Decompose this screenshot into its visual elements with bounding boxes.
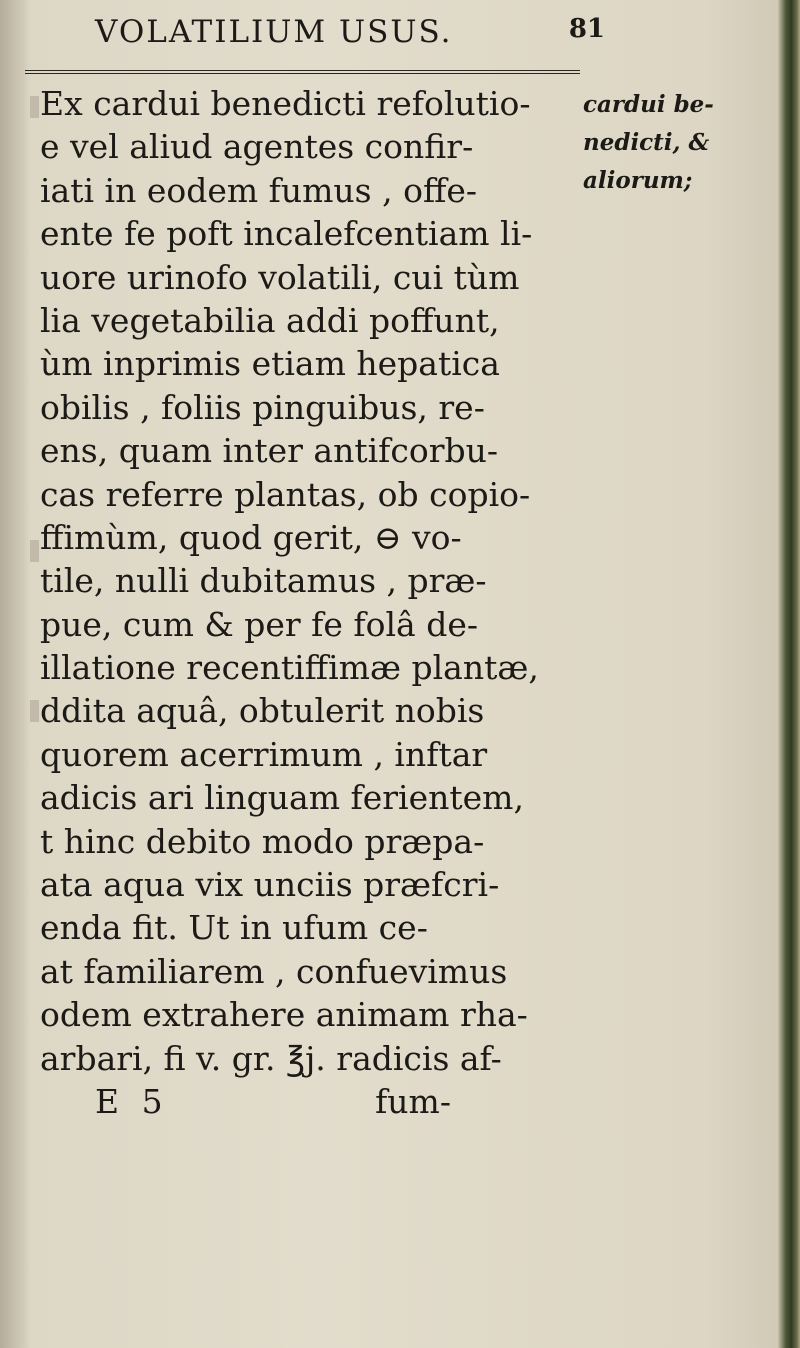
book-spine-edge: [778, 0, 800, 1348]
text-line: quorem acerrimum , inftar: [40, 734, 488, 774]
catchword: fum-: [375, 1081, 451, 1121]
text-line: illatione recentiffimæ plantæ,: [40, 648, 539, 688]
margin-note: nedicti, &: [583, 129, 710, 156]
ink-bleed-mark: [30, 96, 39, 118]
text-line: ens, quam inter antifcorbu-: [40, 431, 499, 471]
text-line: at familiarem , confuevimus: [40, 951, 508, 991]
text-line: enda fit. Ut in ufum ce-: [40, 908, 428, 948]
left-page-edge: [0, 0, 30, 1348]
header-rule: [25, 70, 580, 74]
text-line: odem extrahere animam rha-: [40, 995, 528, 1035]
text-line: ddita aquâ, obtulerit nobis: [40, 691, 485, 731]
text-line: cas referre plantas, ob copio-: [40, 474, 531, 514]
running-title: VOLATILIUM USUS.: [95, 14, 453, 50]
text-line: obilis , foliis pinguibus, re-: [40, 387, 485, 427]
page-number: 81: [568, 14, 605, 44]
margin-notes: [583, 86, 783, 200]
page-header: [95, 14, 605, 54]
margin-note: aliorum;: [583, 167, 693, 194]
text-line: ffimùm, quod gerit, ⊖ vo-: [40, 517, 462, 557]
text-line: ùm inprimis etiam hepatica: [40, 344, 500, 384]
signature-mark: E 5: [95, 1081, 163, 1121]
footer-line: [40, 1080, 600, 1123]
margin-note: cardui be-: [583, 91, 714, 118]
text-line: adicis ari linguam ferientem,: [40, 778, 524, 818]
text-line: pue, cum & per fe folâ de-: [40, 604, 479, 644]
text-line: arbari, fi v. gr. ℥j. radicis af-: [40, 1038, 502, 1078]
text-line: lia vegetabilia addi poffunt,: [40, 300, 500, 340]
text-line: ente fe poft incalefcentiam li-: [40, 214, 533, 254]
text-line: ata aqua vix unciis præfcri-: [40, 865, 500, 905]
text-line: tile, nulli dubitamus , præ-: [40, 561, 487, 601]
ink-bleed-mark: [30, 700, 39, 722]
text-line: Ex cardui benedicti refolutio-: [40, 84, 531, 123]
ink-bleed-mark: [30, 540, 39, 562]
text-line: t hinc debito modo præpa-: [40, 821, 485, 861]
body-text: [40, 82, 600, 1123]
text-line: uore urinofo volatili, cui tùm: [40, 257, 520, 297]
text-line: iati in eodem fumus , offe-: [40, 170, 478, 210]
text-line: e vel aliud agentes confir-: [40, 127, 474, 167]
